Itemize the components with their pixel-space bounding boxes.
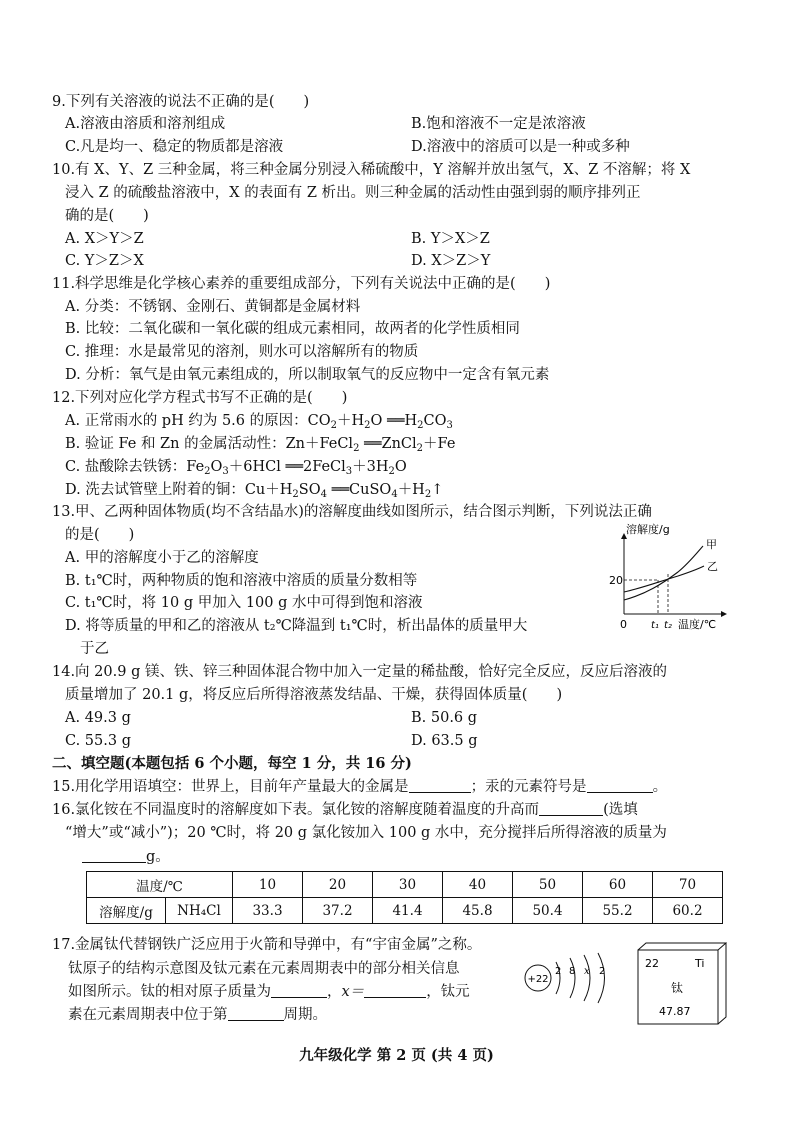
table-row [87,898,723,924]
curve-yi [624,566,704,592]
y-axis-label: 溶解度/g [626,523,670,536]
table-cell: 50 [513,872,583,898]
label-jia: 甲 [706,538,717,551]
shell-4-electrons: 2 [599,966,606,977]
table-cell: 45.8 [443,898,513,924]
q10-line3: 确的是( ) [65,208,149,224]
q14-option-b: B. 50.6 g [411,710,478,726]
curve-jia [624,546,703,600]
q16-line3: g。 [82,847,170,867]
q13-option-b: B. t₁℃时，两种物质的饱和溶液中溶质的质量分数相等 [65,573,418,589]
q17-blank-3[interactable] [228,1006,284,1021]
table-cell: 33.3 [233,898,303,924]
y-tick-20: 20 [609,574,623,587]
table-header-temp: 温度/℃ [87,872,233,898]
atomic-mass: 47.87 [659,1005,691,1018]
table-cell: 41.4 [373,898,443,924]
shell-2-electrons: 8 [569,966,576,977]
table-cell: 37.2 [303,898,373,924]
x-tick-t1: t₁ [651,620,659,631]
table-cell: 60.2 [653,898,723,924]
q17-line1: 17.金属钛代替钢铁广泛应用于火箭和导弹中，有“宇宙金属”之称。 [52,937,482,953]
atomic-number: 22 [645,957,659,970]
q14-option-a: A. 49.3 g [65,710,131,726]
table-cell: 30 [373,872,443,898]
shell-2 [570,958,575,998]
q10-option-c: C. Y＞Z＞X [65,253,144,269]
table-cell: 40 [443,872,513,898]
q15: 15.用化学用语填空：世界上，目前年产量最大的金属是 ；汞的元素符号是 。 [52,779,668,795]
q9-option-a: A.溶液由溶质和溶剂组成 [65,116,226,132]
q10-line1: 10.有 X、Y、Z 三种金属，将三种金属分别浸入稀硫酸中，Y 溶解并放出氢气，X、Z 不溶解；将 X [52,162,691,178]
q15-blank-1[interactable] [409,778,471,793]
shell-3-electrons: x [584,966,590,977]
periodic-table-cell [637,942,727,1026]
q12-option-a: A. 正常雨水的 pH 约为 5.6 的原因：$CO_2+H_2O$ $══H_2CO_3$ [65,413,453,431]
q11-option-a: A. 分类：不锈钢、金刚石、黄铜都是金属材料 [65,299,361,315]
q17-blank-2[interactable] [364,983,426,998]
q16-line2: “增大”或“减小”)；20 ℃时，将 20 g 氯化铵加入 100 g 水中，充分搅拌后所得溶液的质量为 [65,825,667,841]
titanium-atom-diagram [520,950,620,1006]
q11-stem: 11.科学思维是化学核心素养的重要组成部分，下列有关说法中正确的是( ) [52,276,551,292]
table-header-formula: NH₄Cl [166,898,233,924]
x-axis-label: 温度/℃ [678,618,717,631]
nucleus-charge: +22 [527,974,549,985]
shell-3 [584,955,590,1001]
q10-option-a: A. X＞Y＞Z [65,231,144,247]
q13-line1: 13.甲、乙两种固体物质(均不含结晶水)的溶解度曲线如图所示，结合图示判断，下列说法正确 [52,504,652,520]
q14-option-d: D. 63.5 g [411,733,478,749]
table-cell: 60 [583,872,653,898]
q17-blank-1[interactable] [271,983,327,998]
q12-stem: 12.下列对应化学方程式书写不正确的是( ) [52,390,348,406]
q11-option-c: C. 推理：水是最常见的溶剂，则水可以溶解所有的物质 [65,344,419,360]
q16-blank-1[interactable] [539,801,603,816]
q16-blank-2[interactable] [82,848,146,863]
shell-4 [598,953,605,1003]
q13-option-a: A. 甲的溶解度小于乙的溶解度 [65,550,259,566]
x-tick-t2: t₂ [664,620,672,631]
q17-line4: 素在元素周期表中位于第 周期。 [68,1007,327,1023]
q9-option-c: C.凡是均一、稳定的物质都是溶液 [65,139,284,155]
q14-option-c: C. 55.3 g [65,733,131,749]
q14-line1: 14.向 20.9 g 镁、铁、锌三种固体混合物中加入一定量的稀盐酸，恰好完全反应，反应后溶液的 [52,664,667,680]
q15-blank-2[interactable] [587,778,653,793]
q17-line2: 钛原子的结构示意图及钛元素在元素周期表中的部分相关信息 [68,961,460,977]
q13-option-d-line2: 于乙 [80,641,109,657]
q13-option-d-line1: D. 将等质量的甲和乙的溶液从 t₂℃降温到 t₁℃时，析出晶体的质量甲大 [65,618,528,634]
q12-option-b: B. 验证 Fe 和 Zn 的金属活动性：Zn＋FeCl$_2$ ══ZnCl$_2$＋Fe [65,436,456,454]
q16-line1: 16.氯化铵在不同温度时的溶解度如下表。氯化铵的溶解度随着温度的升高而 (选填 [52,802,638,818]
q9-option-d: D.溶液中的溶质可以是一种或多种 [411,139,630,155]
q12-option-d: D. 洗去试管壁上附着的铜：$Cu+H_2SO_4$ $══CuSO_4+H_2↑$ [65,482,444,500]
q9-option-b: B.饱和溶液不一定是浓溶液 [411,116,586,132]
q14-line2: 质量增加了 20.1 g，将反应后所得溶液蒸发结晶、干燥，获得固体质量( ) [65,687,563,703]
element-name: 钛 [671,981,684,995]
q10-option-d: D. X＞Z＞Y [411,253,491,269]
table-row [87,872,723,898]
q10-option-b: B. Y＞X＞Z [411,231,490,247]
table-cell: 55.2 [583,898,653,924]
table-cell: 20 [303,872,373,898]
q10-line2: 浸入 Z 的硫酸盐溶液中，X 的表面有 Z 析出。则三种金属的活动性由强到弱的顺序排列正 [65,185,641,201]
q13-option-c: C. t₁℃时，将 10 g 甲加入 100 g 水中可得到饱和溶液 [65,595,423,611]
page-footer: 九年级化学 第 2 页 (共 4 页) [299,1047,494,1064]
label-yi: 乙 [707,560,718,573]
solubility-curve-figure [606,522,736,634]
q11-option-b: B. 比较：二氧化碳和一氧化碳的组成元素相同，故两者的化学性质相同 [65,321,520,337]
origin-label: 0 [620,618,627,631]
table-cell: 70 [653,872,723,898]
table-cell: 10 [233,872,303,898]
q12-option-c: C. 盐酸除去铁锈：$Fe_2O_3+6HCl$ $══2FeCl_3+3H_2O$ [65,459,407,477]
q9-stem: 9.下列有关溶液的说法不正确的是( ) [52,94,310,110]
solubility-table [86,871,723,924]
element-symbol: Ti [695,957,705,970]
q13-line2: 的是( ) [65,527,135,543]
q17-line3: 如图所示。钛的相对原子质量为 ，x＝ ，钛元 [68,984,470,1000]
section-2-title: 二、填空题(本题包括 6 个小题，每空 1 分，共 16 分) [52,755,412,772]
q11-option-d: D. 分析：氧气是由氧元素组成的，所以制取氧气的反应物中一定含有氧元素 [65,367,550,383]
table-header-solubility: 溶解度/g [87,898,166,924]
table-cell: 50.4 [513,898,583,924]
shell-1-electrons: 2 [555,966,562,977]
